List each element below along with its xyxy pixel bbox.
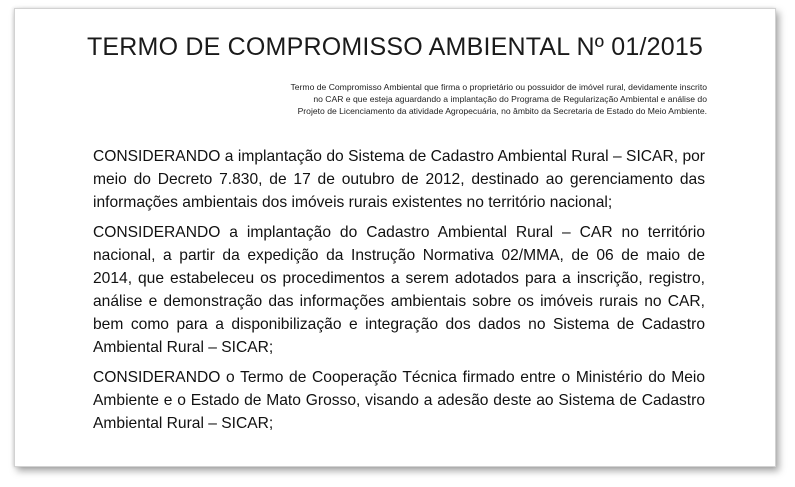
document-title: TERMO DE COMPROMISSO AMBIENTAL Nº 01/2015 bbox=[86, 33, 704, 61]
document-body bbox=[93, 145, 705, 442]
paragraph-considerando-car: CONSIDERANDO a implantação do Cadastro Ambiental Rural – CAR no território nacional, a partir da expedição da Instrução Normativa 02/MMA, de 06 de maio de 2014, que estabeleceu os procedimentos a serem adotados para a inscrição, registro, análise e demonstração das informações ambientais sobre os imóveis rurais no CAR, bem como para a disponibilização e integração dos dados no Sistema de Cadastro Ambiental Rural – SICAR; bbox=[93, 224, 705, 356]
paragraph-considerando-cooperacao: CONSIDERANDO o Termo de Cooperação Técnica firmado entre o Ministério do Meio Ambiente e o Estado de Mato Grosso, visando a adesão deste ao Sistema de Cadastro Ambiental Rural – SICAR; bbox=[93, 369, 705, 432]
document-ementa: Termo de Compromisso Ambiental que firma o proprietário ou possuidor de imóvel rural, devidamente inscrito no CAR e que esteja aguardando a implantação do Programa de Regularização Ambiental e análise do Projeto de Licenciamento da atividade Agropecuária, no âmbito da Secretaria de Estado do Meio Ambiente. bbox=[290, 82, 707, 117]
paragraph-considerando-sicar: CONSIDERANDO a implantação do Sistema de Cadastro Ambiental Rural – SICAR, por meio do Decreto 7.830, de 17 de outubro de 2012, destinado ao gerenciamento das informações ambientais dos imóveis rurais existentes no território nacional; bbox=[93, 148, 705, 211]
document-page bbox=[14, 8, 776, 467]
